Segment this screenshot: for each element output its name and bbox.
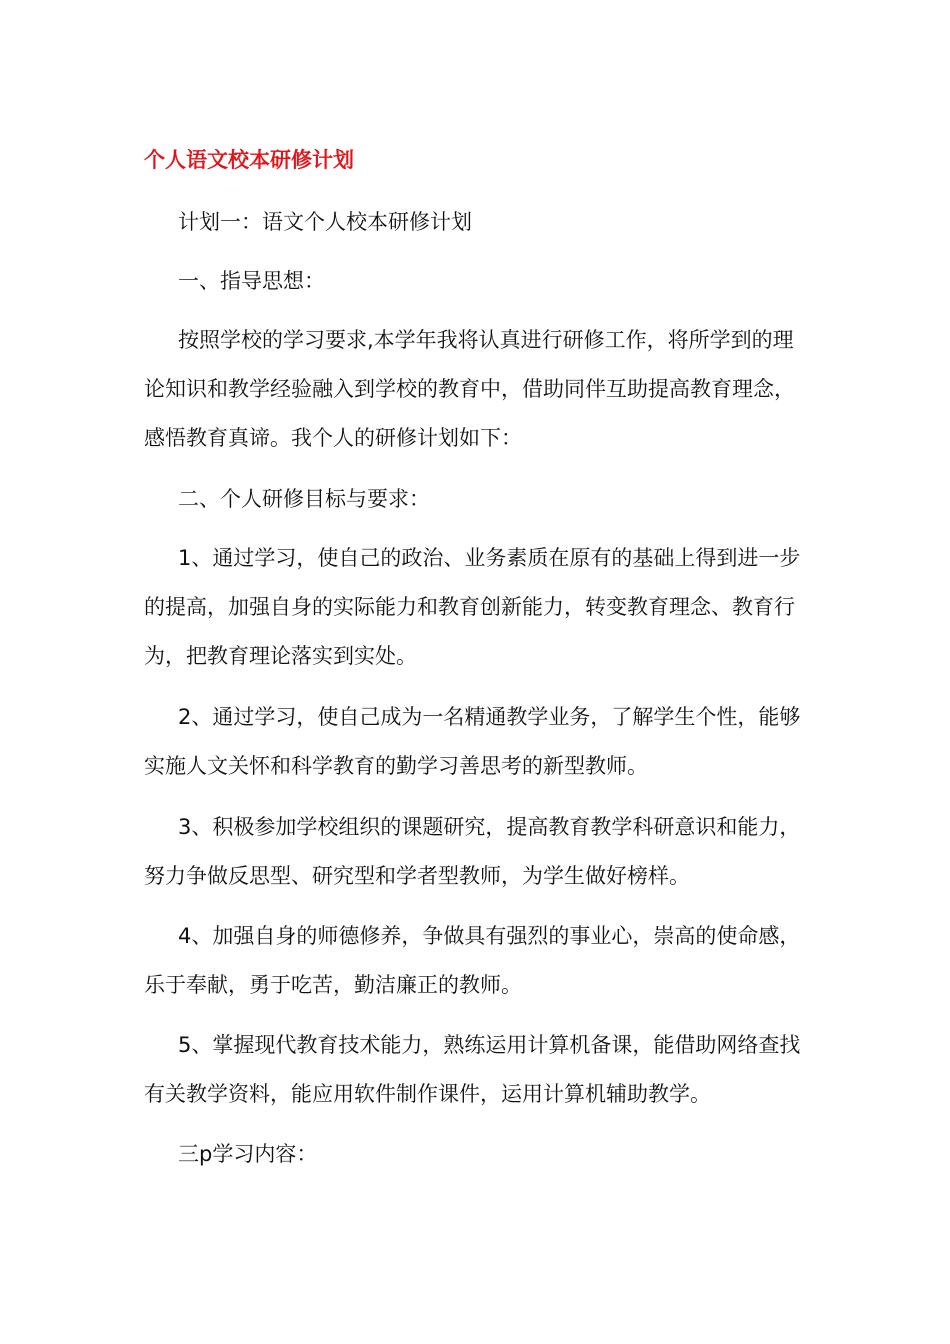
paragraph-goal-4: 4、加强自身的师德修养，争做具有强烈的事业心，崇高的使命感，乐于奉献，勇于吃苦，勤洁廉正的教师。 bbox=[144, 924, 801, 997]
paragraph-goal-2: 2、通过学习，使自己成为一名精通教学业务，了解学生个性，能够实施人文关怀和科学教育的勤学习善思考的新型教师。 bbox=[144, 705, 801, 778]
paragraph-plan-one: 计划一：语文个人校本研修计划 bbox=[178, 210, 472, 234]
paragraph-heading-guiding-thought: 一、指导思想： bbox=[178, 269, 325, 293]
paragraph-goal-3: 3、积极参加学校组织的课题研究，提高教育教学科研意识和能力，努力争做反思型、研究型和学者型教师，为学生做好榜样。 bbox=[144, 815, 801, 888]
paragraph-goal-1: 1、通过学习，使自己的政治、业务素质在原有的基础上得到进一步的提高，加强自身的实际能力和教育创新能力，转变教育理念、教育行为，把教育理论落实到实处。 bbox=[144, 546, 801, 668]
paragraph-guiding-thought: 按照学校的学习要求,本学年我将认真进行研修工作，将所学到的理论知识和教学经验融入到学校的教育中，借助同伴互助提高教育理念，感悟教育真谛。我个人的研修计划如下： bbox=[144, 328, 795, 450]
document-title: 个人语文校本研修计划 bbox=[144, 148, 354, 172]
paragraph-goal-5: 5、掌握现代教育技术能力，熟练运用计算机备课，能借助网络查找有关教学资料，能应用软件制作课件，运用计算机辅助教学。 bbox=[144, 1033, 801, 1106]
paragraph-heading-study-content: 三p学习内容： bbox=[178, 1142, 318, 1166]
paragraph-heading-goals: 二、个人研修目标与要求： bbox=[178, 487, 430, 511]
